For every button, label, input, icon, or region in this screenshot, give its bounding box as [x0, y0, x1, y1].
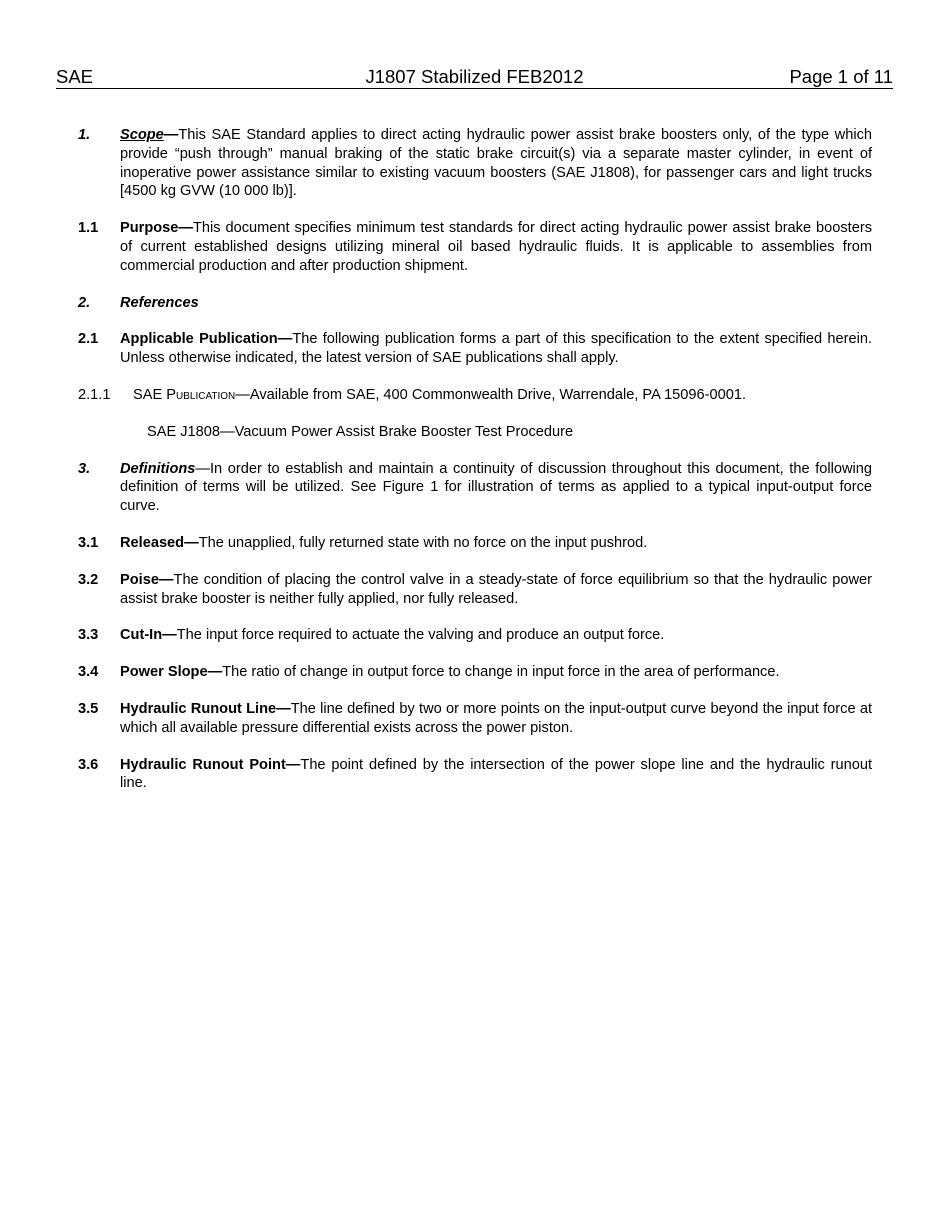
section-number: 2. [78, 294, 91, 311]
section-heading: Released— [120, 534, 199, 551]
section-heading: Applicable Publication— [120, 331, 293, 348]
section-number: 3.2 [78, 571, 99, 588]
section-text: The line defined by two or more points on the input-output curve beyond the input force at which all available pressure differential exists across the power piston. [120, 700, 873, 736]
section-number: 3.4 [78, 664, 99, 681]
section-text: The unapplied, fully returned state with no force on the input pushrod. [198, 534, 648, 551]
header-page-number: Page 1 of 11 [789, 66, 893, 87]
section-text: The input force required to actuate the valving and produce an output force. [176, 627, 665, 644]
section-definitions [78, 460, 872, 516]
section-text: The condition of placing the control valve in a steady-state of force equilibrium so that the hydraulic power assist brake booster is neither fully applied, nor fully released. [120, 571, 872, 607]
section-applicable-publication [78, 330, 872, 368]
section-purpose [78, 219, 872, 275]
section-heading: Poise— [120, 571, 174, 588]
section-poise [78, 571, 872, 609]
section-heading: Hydraulic Runout Line— [120, 700, 291, 717]
section-number: 1. [78, 127, 91, 143]
section-heading: Scope [120, 127, 164, 143]
section-heading: Power Slope— [120, 664, 223, 681]
section-number: 3. [78, 460, 91, 477]
section-power-slope [78, 663, 872, 682]
section-number: 1.1 [78, 220, 99, 237]
section-heading: SAE Publication [133, 386, 236, 403]
section-number: 2.1 [78, 331, 99, 348]
section-sae-publication [78, 386, 872, 405]
section-number: 2.1.1 [78, 386, 111, 403]
section-text: This document specifies minimum test standards for direct acting hydraulic power assist brake boosters of current established designs utilizing mineral oil based hydraulic fluids. It is applicable to assemblies from commercial production and after production shipment. [120, 220, 872, 274]
heading-dash: — [163, 127, 179, 143]
section-cut-in [78, 626, 872, 645]
header-doc-id: J1807 Stabilized FEB2012 [365, 66, 584, 87]
section-number: 3.6 [78, 756, 99, 773]
document-body [78, 126, 872, 811]
section-text: The point defined by the intersection of the power slope line and the hydraulic runout line. [120, 756, 872, 792]
section-text: This SAE Standard applies to direct acting hydraulic power assist brake boosters only, of the type which provide “push through” manual braking of the static brake circuit(s) via a separate master cylinder, in event of inoperative power assistance similar to existing vacuum boosters (SAE J1808), for passenger cars and light trucks [4500 kg GVW (10 000 lb)]. [120, 127, 872, 200]
section-text: The ratio of change in output force to change in input force in the area of performance. [222, 664, 780, 681]
section-heading: Definitions [120, 460, 196, 477]
section-heading: References [120, 294, 199, 311]
reference-item: SAE J1808—Vacuum Power Assist Brake Booster Test Procedure [147, 423, 574, 440]
section-number: 3.5 [78, 700, 99, 717]
section-heading: Hydraulic Runout Point— [120, 756, 301, 773]
section-released [78, 534, 872, 553]
section-number: 3.1 [78, 534, 99, 551]
section-hydraulic-runout-line [78, 700, 872, 738]
header-org: SAE [56, 66, 94, 87]
section-hydraulic-runout-point [78, 756, 872, 794]
section-scope [78, 126, 872, 201]
section-text: —In order to establish and maintain a continuity of discussion throughout this document, the following definition of terms will be utilized. See Figure 1 for illustration of terms as applied to a typical input-output force curve. [120, 460, 872, 515]
section-heading: Purpose— [120, 220, 193, 237]
section-text: —Available from SAE, 400 Commonwealth Drive, Warrendale, PA 15096-0001. [235, 386, 747, 403]
section-heading: Cut-In— [120, 627, 177, 644]
section-number: 3.3 [78, 627, 99, 644]
section-text: The following publication forms a part of this specification to the extent specified herein. Unless otherwise indicated, the latest version of SAE publications shall apply. [120, 331, 873, 367]
section-references [78, 294, 872, 313]
page-header [56, 66, 893, 89]
